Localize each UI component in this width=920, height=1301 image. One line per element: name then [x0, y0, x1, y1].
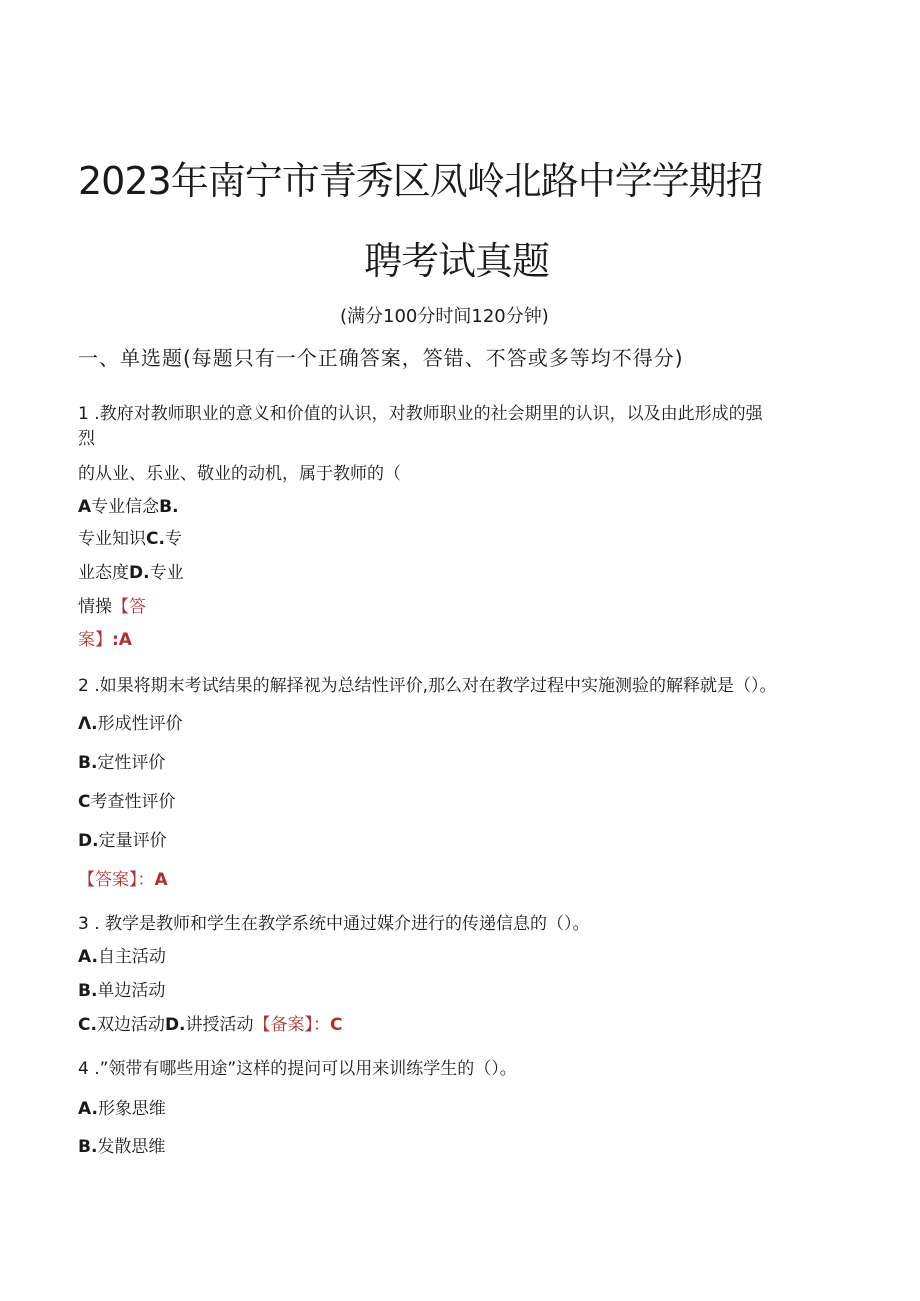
option-text: 专业知识 [78, 529, 146, 549]
question-stem: 2 .如果将期末考试结果的解择视为总结性评价,那么对在教学过程中实施测验的解释就是（）。 [78, 676, 777, 696]
option-a [78, 1094, 166, 1119]
answer-value: A [154, 870, 168, 890]
answer-line [78, 625, 132, 650]
answer-value: :A [112, 630, 132, 650]
answer-label: 【答案】： [78, 870, 155, 890]
question-stem: 3 . 教学是教师和学生在教学系统中通过媒介进行的传递信息的（）。 [78, 914, 590, 934]
option-letter: D. [129, 563, 150, 583]
document-title-line1: 2023年南宁市青秀区凤岭北路中学学期招 [78, 159, 763, 203]
option-b [78, 748, 165, 773]
option-text: 单边活动 [97, 981, 166, 1001]
option-text: 定量评价 [98, 831, 167, 851]
option-letter: D. [164, 1015, 186, 1035]
answer-label: 【答 [112, 597, 146, 617]
option-b [78, 1132, 165, 1157]
answer-label: 案】 [78, 630, 112, 650]
option-a [78, 942, 166, 967]
option-letter: C [78, 792, 91, 812]
option-line [78, 524, 182, 549]
section-heading: 一、单选题(每题只有一个正确答案，答错、不答或多等均不得分) [78, 346, 684, 370]
option-line [78, 558, 184, 583]
exam-meta: (满分100分时间120分钟) [340, 306, 549, 327]
document-title-line2: 聘考试真题 [364, 239, 550, 283]
option-c-d-answer [78, 1010, 343, 1035]
option-text: 形象思维 [97, 1099, 166, 1119]
question-stem: 烈 [78, 429, 95, 449]
option-text: 专业 [149, 563, 184, 583]
option-text: 业态度 [78, 563, 129, 583]
option-letter: C. [146, 529, 165, 549]
option-d [78, 826, 167, 851]
option-text: 形成性评价 [97, 714, 183, 734]
option-c [78, 787, 175, 812]
option-letter: C. [78, 1015, 97, 1035]
option-a [78, 709, 183, 734]
option-letter: Λ. [78, 714, 98, 734]
option-letter: A. [78, 947, 98, 967]
option-line [78, 492, 179, 517]
question-stem: 1 .教府对教师职业的意义和价值的认识，对教师职业的社会期里的认识，以及由此形成的强 [78, 404, 763, 424]
option-text: 自主活动 [97, 947, 166, 967]
option-text: 专业信念 [91, 497, 160, 517]
option-text: 讲授活动 [185, 1015, 254, 1035]
option-letter: B. [159, 497, 179, 517]
option-text: 专 [164, 529, 182, 549]
option-letter: D. [78, 831, 99, 851]
question-stem: 4 .”领带有哪些用途”这样的提问可以用来训练学生的（）。 [78, 1059, 517, 1079]
answer-value: C [330, 1015, 343, 1035]
question-stem: 的从业、乐业、敬业的动机，属于教师的（ [78, 464, 401, 484]
option-letter: B. [78, 1137, 98, 1157]
option-b [78, 976, 165, 1001]
option-text: 发散思维 [97, 1137, 166, 1157]
option-letter: A [78, 497, 92, 517]
option-line [78, 592, 146, 617]
option-letter: A. [78, 1099, 98, 1119]
option-letter: B. [78, 981, 98, 1001]
option-letter: B. [78, 753, 98, 773]
option-text: 考查性评价 [90, 792, 176, 812]
option-text: 情操 [78, 597, 112, 617]
answer-label: 【备案】： [253, 1015, 331, 1035]
answer-line [78, 865, 168, 890]
option-text: 双边活动 [96, 1015, 165, 1035]
option-text: 定性评价 [97, 753, 166, 773]
